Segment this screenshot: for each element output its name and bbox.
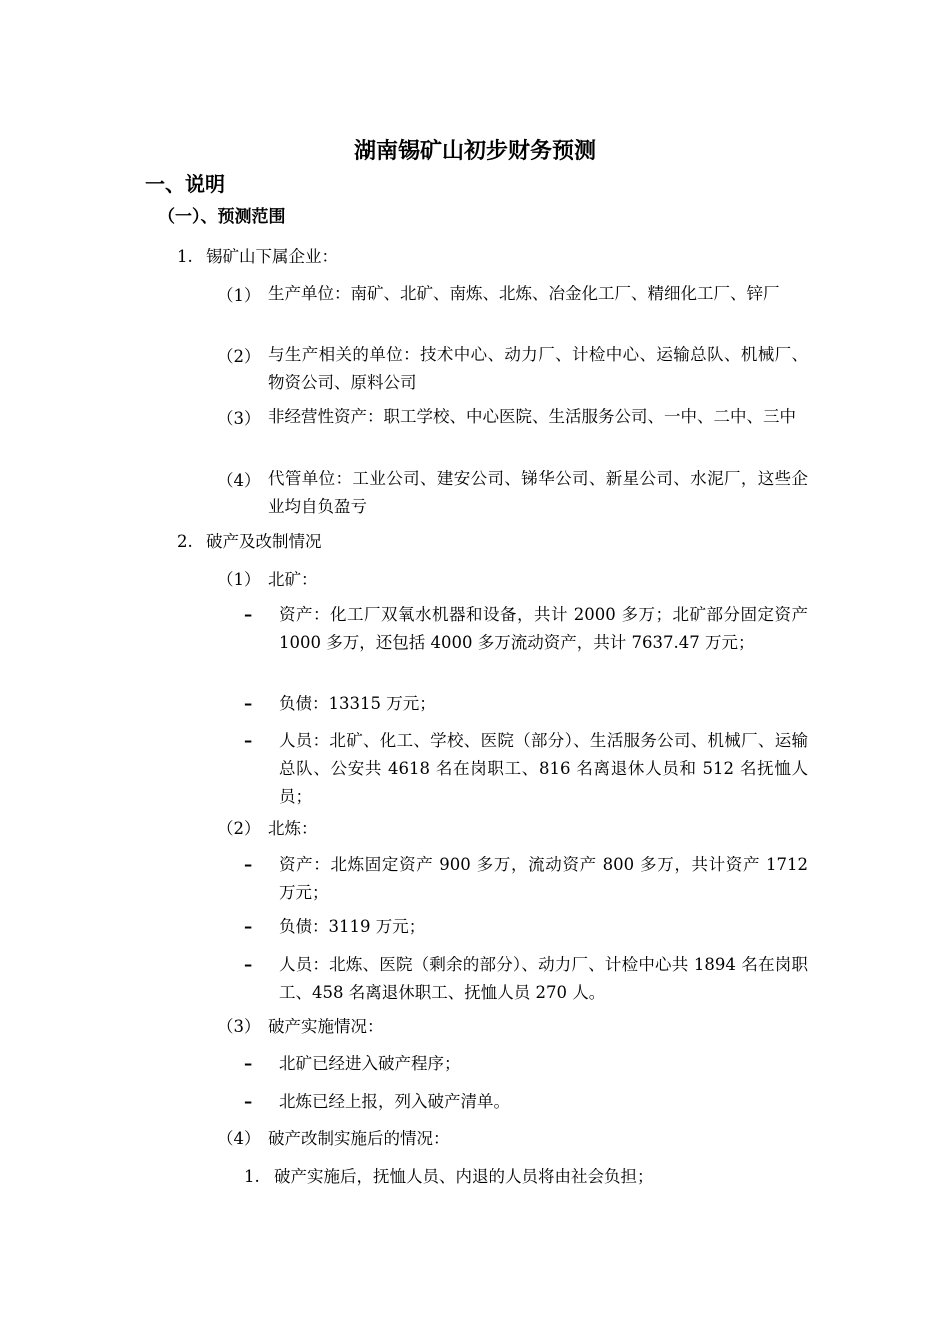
- list-number: 1.: [177, 247, 193, 266]
- dash-bullet: –: [244, 855, 253, 874]
- sub-number: （2）: [217, 347, 261, 366]
- sub-number: （3）: [217, 1017, 261, 1036]
- list-label: 破产及改制情况: [206, 532, 322, 551]
- bullet-text: 负债：3119 万元；: [279, 917, 426, 936]
- sub-text: 代管单位：工业公司、建安公司、锑华公司、新星公司、水泥厂，这些企业均自负盈亏: [268, 469, 808, 516]
- list-text: 破产实施后，抚恤人员、内退的人员将由社会负担；: [274, 1167, 654, 1186]
- list-number: 1.: [244, 1167, 260, 1186]
- sub-label: 北矿：: [268, 570, 318, 589]
- bullet-text: 资产：北炼固定资产 900 多万，流动资产 800 多万，共计资产 1712 万元；: [279, 855, 808, 902]
- sub-number: （1）: [217, 286, 261, 305]
- dash-bullet: –: [244, 694, 253, 713]
- sub-text: 生产单位：南矿、北矿、南炼、北炼、冶金化工厂、精细化工厂、锌厂: [268, 284, 780, 303]
- sub-number: （4）: [217, 1129, 261, 1148]
- sub-text: 非经营性资产：职工学校、中心医院、生活服务公司、一中、二中、三中: [268, 407, 796, 426]
- sub-label: 破产改制实施后的情况：: [268, 1129, 450, 1148]
- sub-number: （2）: [217, 819, 261, 838]
- bullet-text: 北矿已经进入破产程序；: [279, 1054, 461, 1073]
- sub-text: 与生产相关的单位：技术中心、动力厂、计检中心、运输总队、机械厂、物资公司、原料公司: [268, 345, 808, 392]
- dash-bullet: –: [244, 605, 253, 624]
- bullet-text: 人员：北炼、医院（剩余的部分）、动力厂、计检中心共 1894 名在岗职工、458 名离退休职工、抚恤人员 270 人。: [279, 955, 808, 1002]
- bullet-text: 人员：北矿、化工、学校、医院（部分）、生活服务公司、机械厂、运输总队、公安共 4618 名在岗职工、816 名离退休人员和 512 名抚恤人员；: [279, 731, 808, 806]
- dash-bullet: –: [244, 1054, 253, 1073]
- sub-number: （3）: [217, 409, 261, 428]
- dash-bullet: –: [244, 955, 253, 974]
- section-heading-1: 一、说明: [145, 172, 225, 196]
- bullet-text: 资产：化工厂双氧水机器和设备，共计 2000 多万；北矿部分固定资产 1000 多万，还包括 4000 多万流动资产，共计 7637.47 万元；: [279, 605, 808, 652]
- sub-label: 破产实施情况：: [268, 1017, 384, 1036]
- document-title: 湖南锡矿山初步财务预测: [353, 138, 596, 164]
- dash-bullet: –: [244, 917, 253, 936]
- sub-number: （1）: [217, 570, 261, 589]
- dash-bullet: –: [244, 1092, 253, 1111]
- list-label: 锡矿山下属企业：: [206, 247, 338, 266]
- bullet-text: 负债：13315 万元；: [279, 694, 436, 713]
- sub-label: 北炼：: [268, 819, 318, 838]
- list-number: 2.: [177, 532, 193, 551]
- subsection-heading-1: （一）、预测范围: [158, 207, 286, 227]
- bullet-text: 北炼已经上报，列入破产清单。: [279, 1092, 510, 1111]
- dash-bullet: –: [244, 731, 253, 750]
- sub-number: （4）: [217, 471, 261, 490]
